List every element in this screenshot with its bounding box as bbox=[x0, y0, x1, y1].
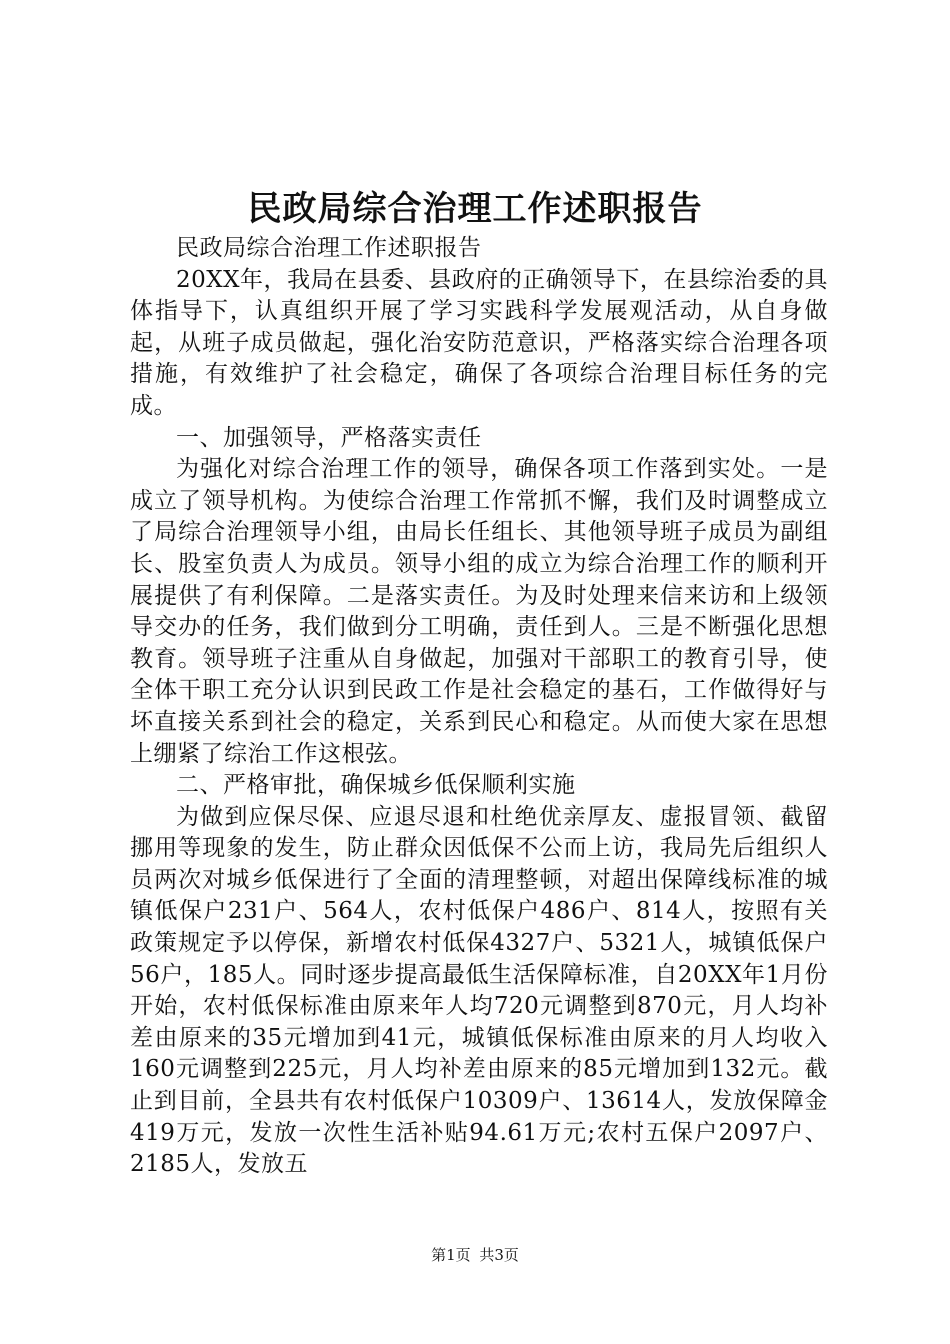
section-1-paragraph: 为强化对综合治理工作的领导，确保各项工作落到实处。一是成立了领导机构。为使综合治理工作常抓不懈，我们及时调整成立了局综合治理领导小组，由局长任组长、其他领导班子成员为副组长、股室负责人为成员。领导小组的成立为综合治理工作的顺利开展提供了有利保障。二是落实责任。为及时处理来信来访和上级领导交办的任务，我们做到分工明确，责任到人。三是不断强化思想教育。领导班子注重从自身做起，加强对干部职工的教育引导，使全体干职工充分认识到民政工作是社会稳定的基石，工作做得好与坏直接关系到社会的稳定，关系到民心和稳定。从而使大家在思想上绷紧了综治工作这根弦。 bbox=[130, 456, 828, 767]
section-heading-2: 二、严格审批，确保城乡低保顺利实施 bbox=[176, 772, 576, 799]
page-number: 第1页 bbox=[431, 1246, 471, 1264]
section-heading-1: 一、加强领导，严格落实责任 bbox=[176, 424, 482, 451]
document-title: 民政局综合治理工作述职报告 bbox=[247, 189, 703, 229]
document-body bbox=[130, 233, 828, 1181]
page-footer bbox=[0, 1245, 950, 1265]
subtitle-paragraph: 民政局综合治理工作述职报告 bbox=[176, 235, 482, 261]
section-2-paragraph: 为做到应保尽保、应退尽退和杜绝优亲厚友、虚报冒领、截留挪用等现象的发生，防止群众因低保不公而上访，我局先后组织人员两次对城乡低保进行了全面的清理整顿，对超出保障线标准的城镇低保户231户、564人，农村低保户486户、814人，按照有关政策规定予以停保，新增农村低保4327户、5321人，城镇低保户56户，185人。同时逐步提高最低生活保障标准，自20XX年1月份开始，农村低保标准由原来年人均720元调整到870元，月人均补差由原来的35元增加到41元，城镇低保标准由原来的月人均收入160元调整到225元，月人均补差由原来的85元增加到132元。截止到目前，全县共有农村低保户10309户、13614人，发放保障金419万元，发放一次性生活补贴94.61万元;农村五保户2097户、2185人，发放五 bbox=[130, 803, 828, 1178]
intro-paragraph: 20XX年，我局在县委、县政府的正确领导下，在县综治委的具体指导下，认真组织开展了学习实践科学发展观活动，从自身做起，从班子成员做起，强化治安防范意识，严格落实综合治理各项措施，有效维护了社会稳定，确保了各项综合治理目标任务的完成。 bbox=[130, 266, 828, 419]
page-total: 共3页 bbox=[479, 1246, 519, 1264]
